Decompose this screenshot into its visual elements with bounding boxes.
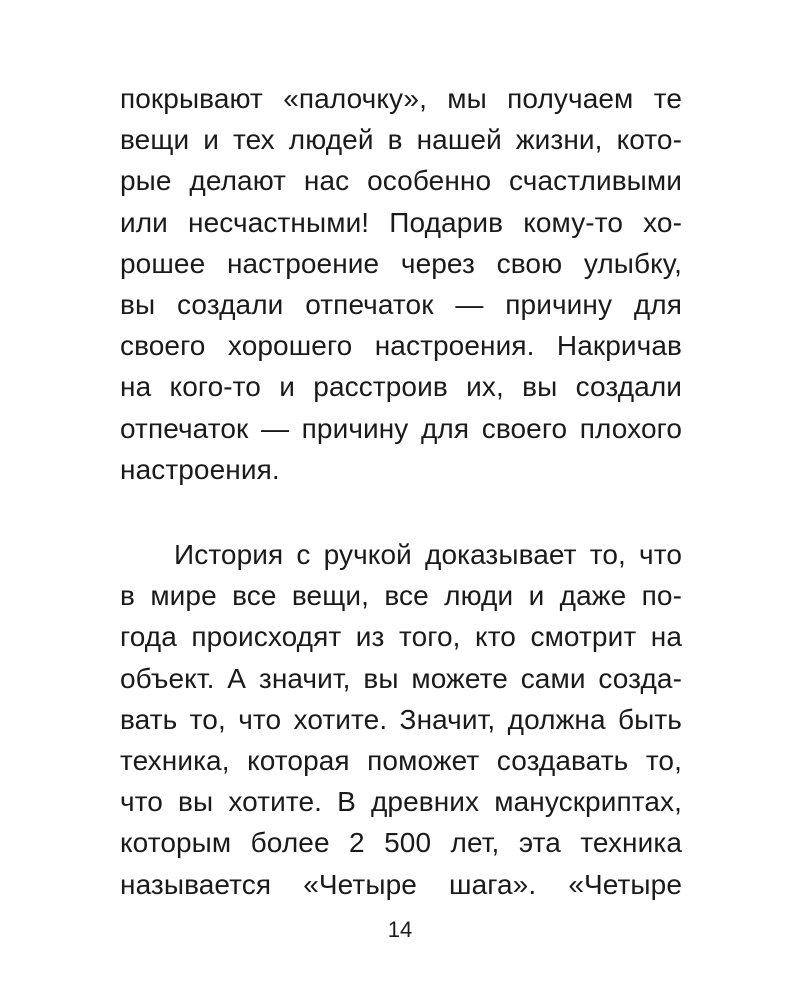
text-line: которым более 2 500 лет, эта техника [120,827,682,859]
text-line: или несчастными! Подарив кому-то хо- [120,206,682,238]
text-line: на кого-то и расстроив их, вы создали [120,371,682,403]
text-line: рые делают нас особенно счастливыми [120,165,682,197]
text-line: объект. А значит, вы можете сами созда- [120,662,682,694]
text-line: техника, которая поможет создавать то, [120,745,682,777]
paragraph-2 [120,534,682,905]
text-line: вещи и тех людей в нашей жизни, кото- [120,124,682,156]
paragraph-1 [120,78,682,490]
text-line: вать то, что хотите. Значит, должна быть [120,703,682,735]
text-line: своего хорошего настроения. Накричав [120,330,682,362]
text-line: вы создали отпечаток — причину для [120,289,682,321]
text-line: называется «Четыре шага». «Четыре [120,868,682,900]
text-line: покрывают «палочку», мы получаем те [120,83,682,114]
text-line: настроения. [120,453,280,485]
text-line: что вы хотите. В древних манускриптах, [120,786,682,818]
text-line: История с ручкой доказывает то, что [174,539,682,570]
page-number: 14 [387,917,413,942]
text-line: отпечаток — причину для своего плохого [120,412,682,444]
text-line: года происходят из того, кто смотрит на [120,621,682,653]
text-line: в мире все вещи, все люди и даже по- [120,580,682,612]
text-line: рошее настроение через свою улыбку, [120,247,682,279]
